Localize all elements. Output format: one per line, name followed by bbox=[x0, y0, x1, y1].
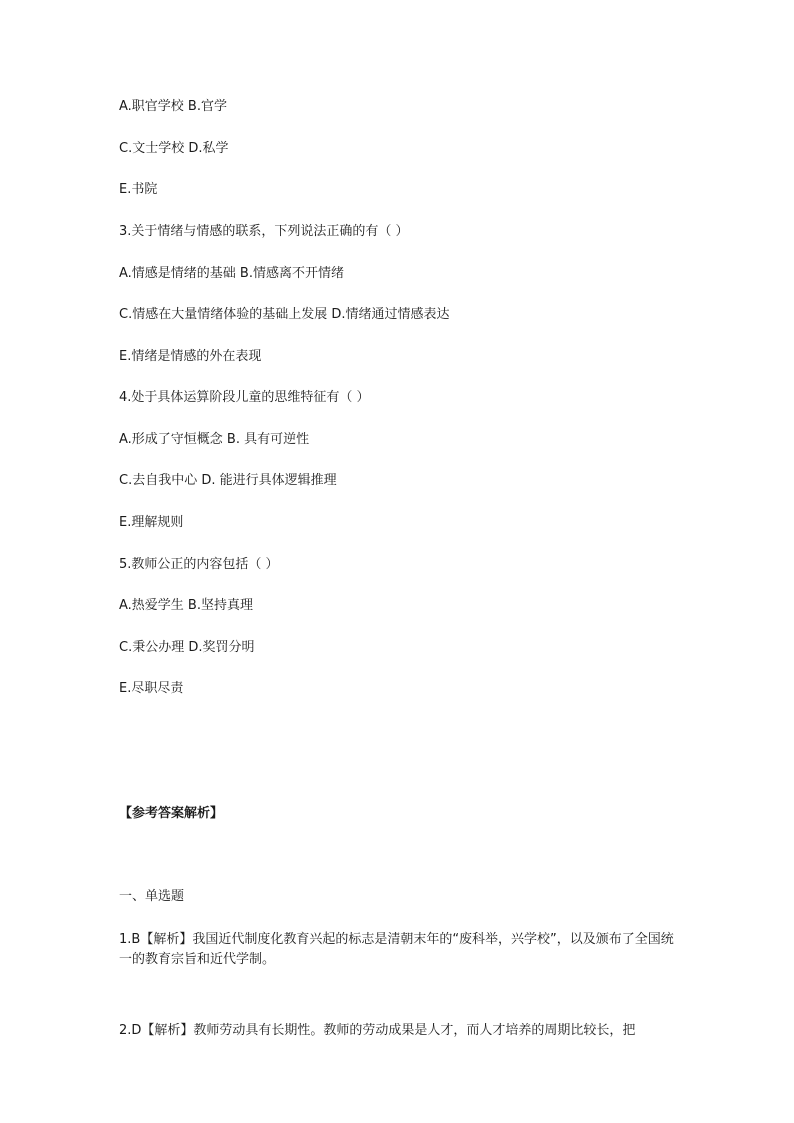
q4-options-line-2: C.去自我中心 D. 能进行具体逻辑推理 bbox=[119, 473, 337, 488]
q3-options-line-1: A.情感是情绪的基础 B.情感离不开情绪 bbox=[119, 266, 344, 281]
q5-stem: 5.教师公正的内容包括（ ） bbox=[119, 557, 279, 572]
q3-options-line-2: C.情感在大量情绪体验的基础上发展 D.情绪通过情感表达 bbox=[119, 307, 450, 322]
q5-options-line-3: E.尽职尽责 bbox=[119, 681, 184, 696]
q4-stem: 4.处于具体运算阶段儿童的思维特征有（ ） bbox=[119, 390, 370, 405]
q3-options-line-3: E.情绪是情感的外在表现 bbox=[119, 349, 262, 364]
q2-options-line-1: A.职官学校 B.官学 bbox=[119, 99, 227, 114]
q3-stem: 3.关于情绪与情感的联系，下列说法正确的有（ ） bbox=[119, 224, 409, 239]
answer-2: 2.D【解析】教师劳动具有长期性。教师的劳动成果是人才，而人才培养的周期比较长，把 bbox=[119, 1023, 636, 1038]
q4-options-line-3: E.理解规则 bbox=[119, 515, 184, 530]
q5-options-line-2: C.秉公办理 D.奖罚分明 bbox=[119, 640, 255, 655]
answer-1: 1.B【解析】我国近代制度化教育兴起的标志是清朝末年的“废科举，兴学校”，以及颁布了全国统一的教育宗旨和近代学制。 bbox=[119, 932, 674, 967]
q2-options-line-3: E.书院 bbox=[119, 182, 158, 197]
section-title: 一、单选题 bbox=[119, 889, 185, 904]
q5-options-line-1: A.热爱学生 B.坚持真理 bbox=[119, 598, 253, 613]
answers-heading: 【参考答案解析】 bbox=[119, 806, 224, 821]
q4-options-line-1: A.形成了守恒概念 B. 具有可逆性 bbox=[119, 432, 310, 447]
q2-options-line-2: C.文士学校 D.私学 bbox=[119, 141, 229, 156]
